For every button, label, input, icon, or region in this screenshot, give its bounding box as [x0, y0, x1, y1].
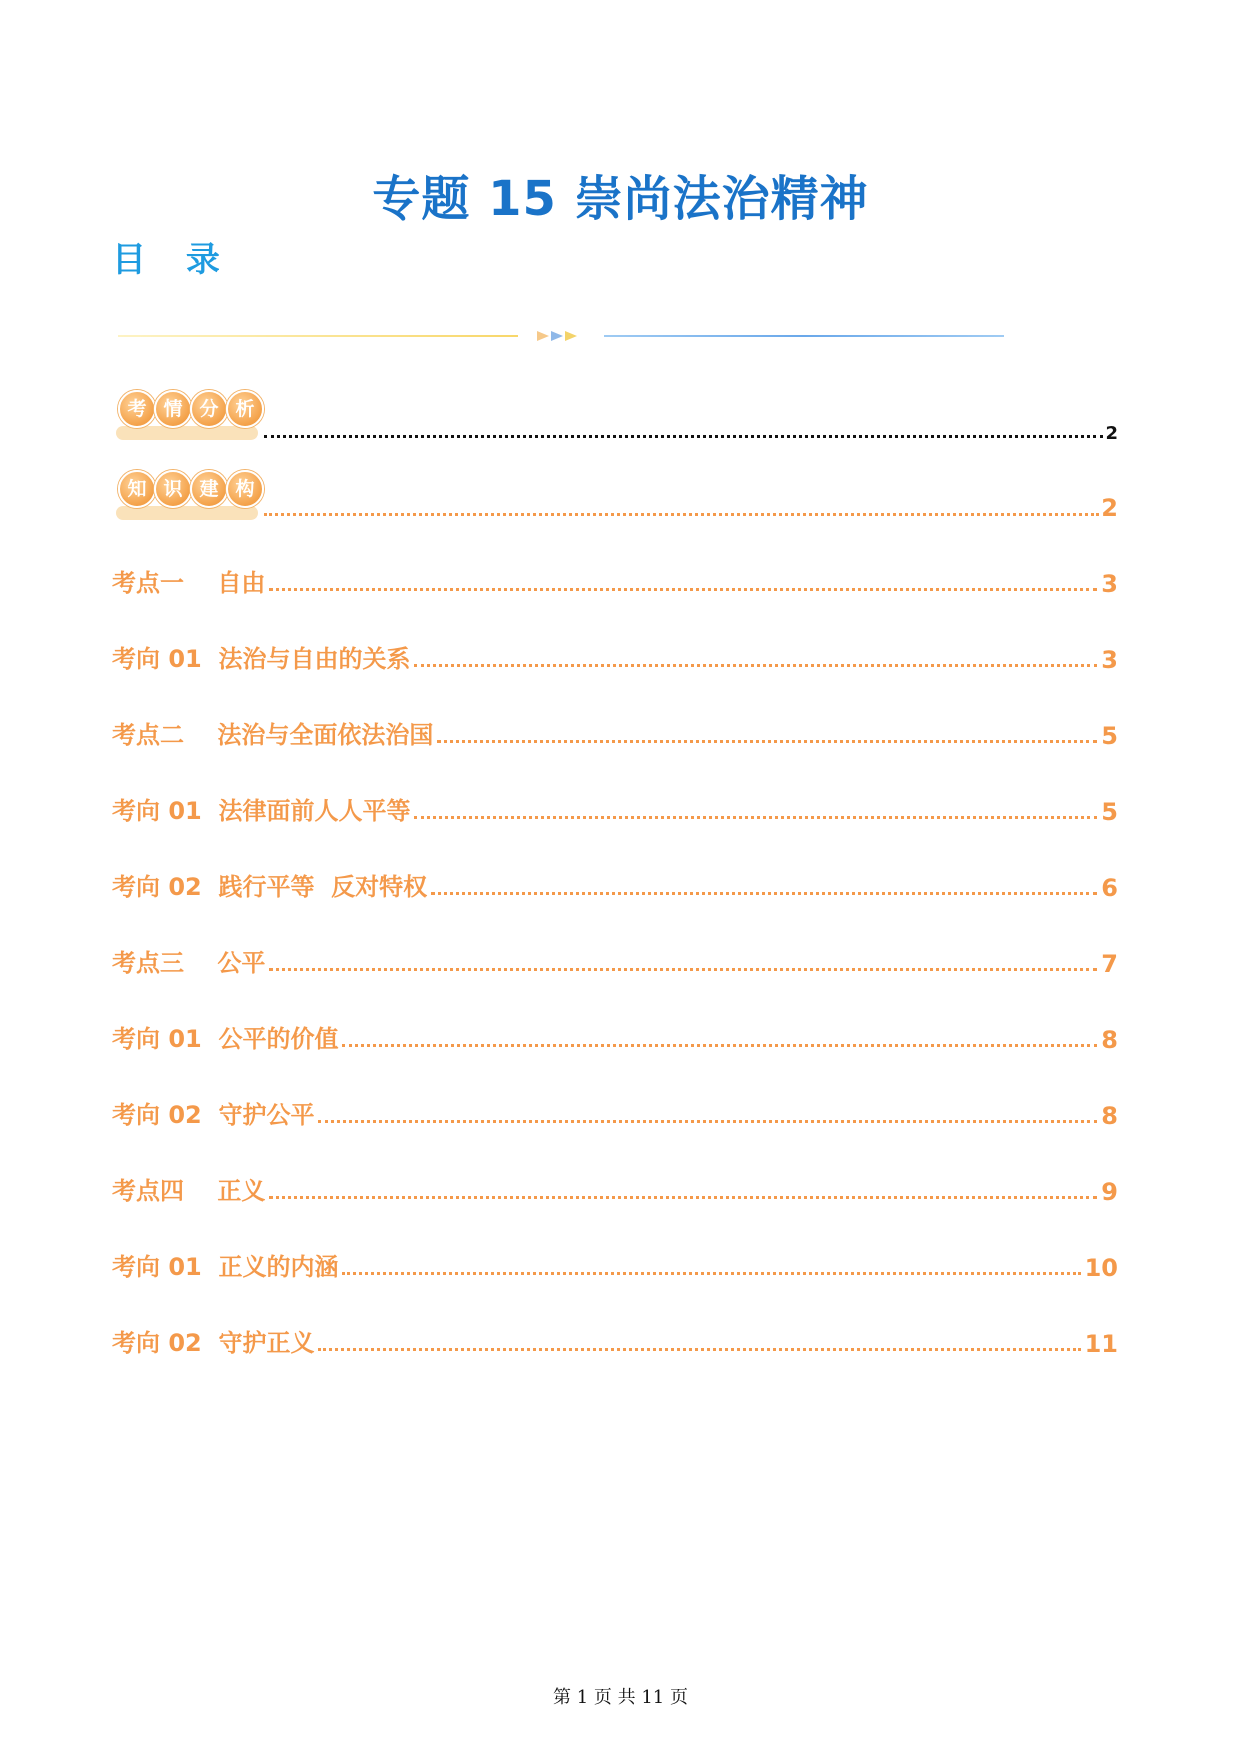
toc-row-exam-analysis[interactable]: [262, 418, 1118, 444]
toc-label: 考向 02 守护正义: [112, 1329, 315, 1357]
decorative-divider: [118, 328, 1008, 344]
toc-label: 考点三 公平: [112, 949, 266, 977]
badge-exam-analysis: [114, 390, 260, 440]
toc-label: 考向 02 守护公平: [112, 1101, 315, 1129]
toc-entry[interactable]: [112, 946, 1118, 978]
toc-entry[interactable]: [112, 718, 1118, 750]
toc-entry[interactable]: [112, 642, 1118, 674]
toc-label: 考向 01 正义的内涵: [112, 1253, 339, 1281]
toc-label: 考向 01 法治与自由的关系: [112, 645, 411, 673]
toc-page-number: 5: [1101, 722, 1118, 750]
toc-entry[interactable]: [112, 870, 1118, 902]
toc-page-number: 5: [1101, 798, 1118, 826]
dot-leader: [437, 740, 1097, 743]
toc-page-number: 3: [1101, 646, 1118, 674]
toc-page-number: 6: [1101, 874, 1118, 902]
dot-leader: [318, 1120, 1097, 1123]
page-title: 专题 15 崇尚法治精神: [372, 171, 869, 227]
badge-char: 情: [154, 390, 192, 428]
divider-left-line: [118, 335, 518, 337]
dot-leader: [431, 892, 1097, 895]
dot-leader: [269, 1196, 1097, 1199]
toc-entry[interactable]: [112, 1326, 1118, 1358]
triple-arrow-icon: [523, 328, 583, 344]
dot-leader: [318, 1348, 1080, 1351]
toc-heading: 目 录: [112, 240, 234, 280]
toc-entry[interactable]: [112, 1250, 1118, 1282]
toc-page-number: 9: [1101, 1178, 1118, 1206]
dot-leader: [414, 816, 1097, 819]
toc-label: 考点一 自由: [112, 569, 266, 597]
dot-leader: [264, 435, 1103, 438]
toc-entry[interactable]: [112, 566, 1118, 598]
page-footer: 第 1 页 共 11 页: [553, 1687, 688, 1708]
dot-leader: [342, 1044, 1097, 1047]
toc-label: 考点四 正义: [112, 1177, 266, 1205]
badge-char: 知: [118, 470, 156, 508]
badge-char: 识: [154, 470, 192, 508]
dot-leader: [264, 513, 1099, 516]
toc-page-number: 2: [1101, 494, 1118, 522]
badge-char: 构: [226, 470, 264, 508]
badge-char: 考: [118, 390, 156, 428]
toc-label: 考点二 法治与全面依法治国: [112, 721, 434, 749]
badge-knowledge-construction: [114, 470, 260, 520]
toc-entry[interactable]: [112, 1174, 1118, 1206]
badge-char: 建: [190, 470, 228, 508]
toc-entry[interactable]: [112, 1098, 1118, 1130]
toc-page-number: 7: [1101, 950, 1118, 978]
badge-base: [116, 506, 258, 520]
dot-leader: [269, 968, 1097, 971]
toc-label: 考向 01 法律面前人人平等: [112, 797, 411, 825]
badge-char: 分: [190, 390, 228, 428]
dot-leader: [269, 588, 1097, 591]
dot-leader: [342, 1272, 1080, 1275]
badge-base: [116, 426, 258, 440]
toc-row-knowledge-construction[interactable]: [262, 492, 1118, 522]
toc-page-number: 8: [1101, 1102, 1118, 1130]
toc-entry[interactable]: [112, 794, 1118, 826]
toc-label: 考向 01 公平的价值: [112, 1025, 339, 1053]
toc-page-number: 11: [1084, 1330, 1118, 1358]
toc-page-number: 2: [1105, 423, 1118, 444]
toc-entry[interactable]: [112, 1022, 1118, 1054]
badge-char: 析: [226, 390, 264, 428]
toc-label: 考向 02 践行平等 反对特权: [112, 873, 428, 901]
dot-leader: [414, 664, 1097, 667]
divider-right-line: [604, 335, 1004, 337]
toc-page-number: 8: [1101, 1026, 1118, 1054]
toc-page-number: 3: [1101, 570, 1118, 598]
toc-page-number: 10: [1084, 1254, 1118, 1282]
